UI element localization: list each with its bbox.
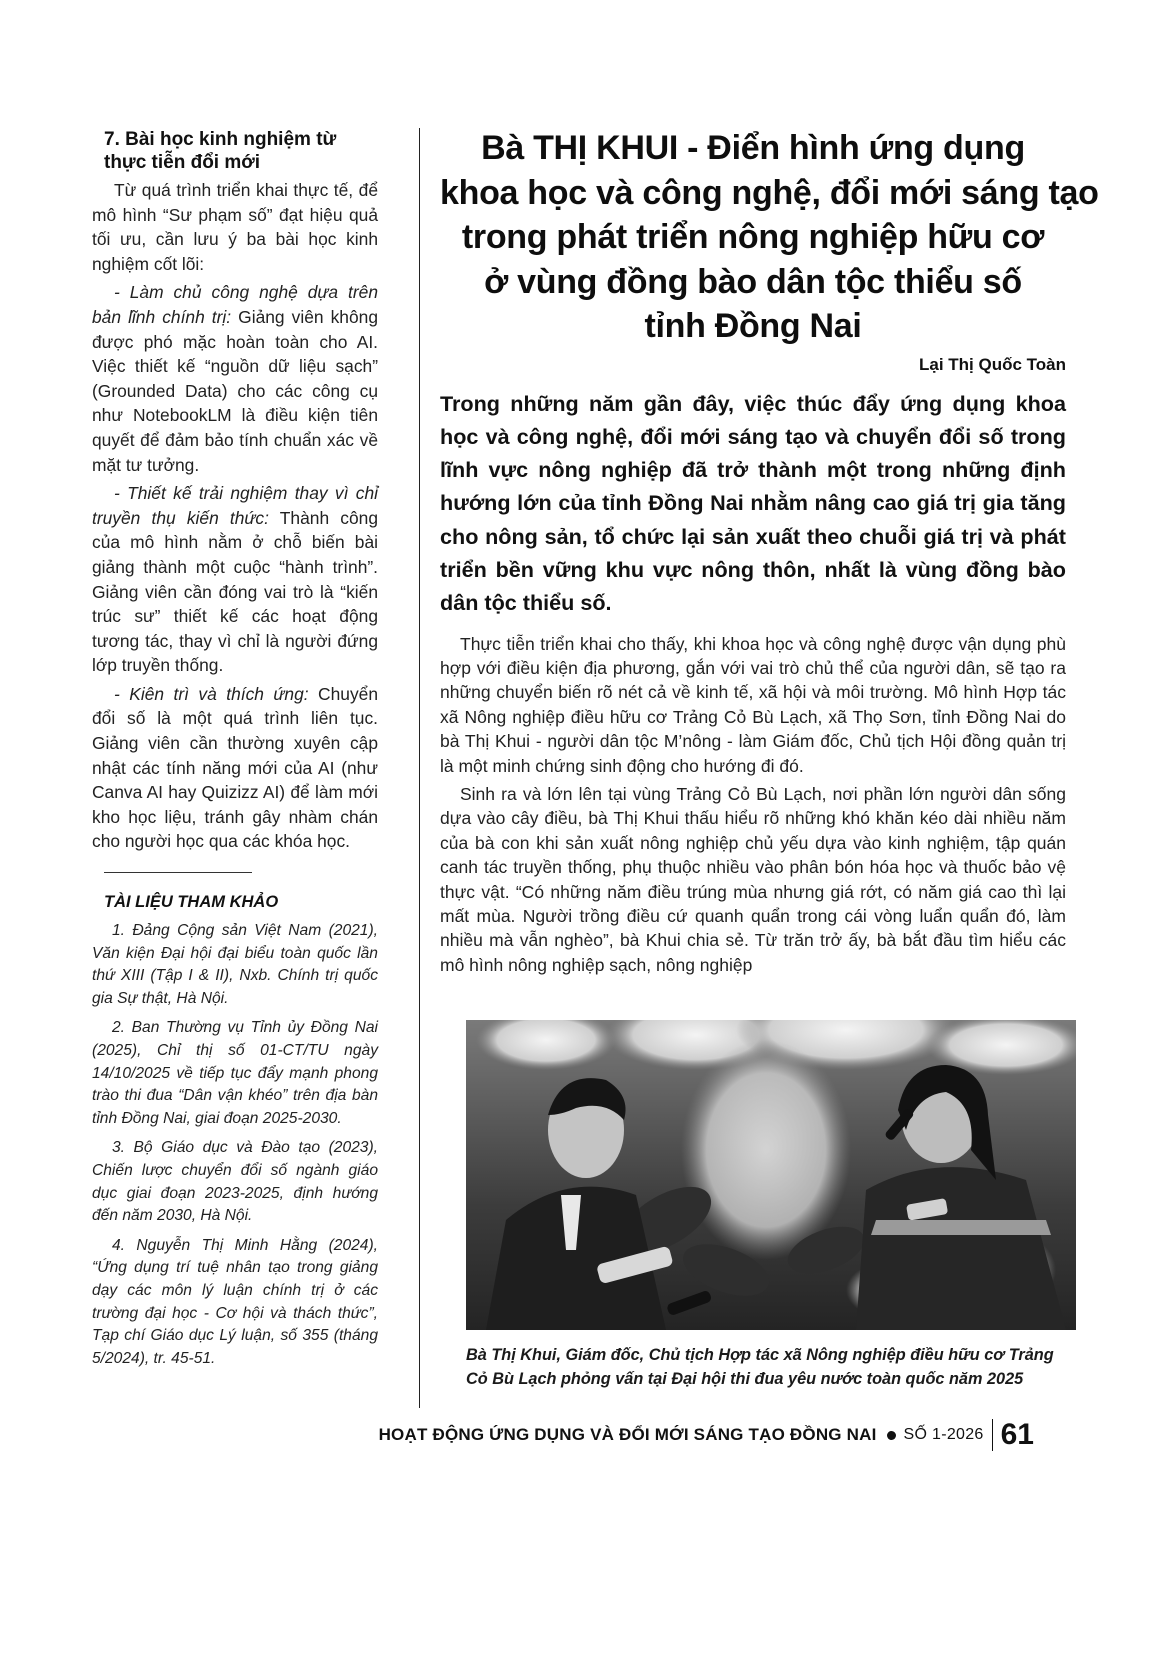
references-title: TÀI LIỆU THAM KHẢO (104, 893, 279, 912)
lesson-2-text: Thành công của mô hình nằm ở chỗ biến bài giảng thành một cuộc “hành trình”. Giảng viên cần đóng vai trò là “kiến trúc sư” thiết kế các hoạt động tương tác, thay vì chỉ là người đứng lớp truyền thống. (92, 507, 378, 676)
reference-item: 1. Đảng Cộng sản Việt Nam (2021), Văn kiện Đại hội đại biểu toàn quốc lần thứ XIII (Tập I & II), Nxb. Chính trị quốc gia Sự thật, Hà Nội. (92, 922, 378, 1007)
left-column (92, 128, 378, 1377)
headline-line: trong phát triển nông nghiệp hữu cơ (461, 218, 1045, 256)
page-footer (379, 1418, 1034, 1452)
reference-item: 3. Bộ Giáo dục và Đào tạo (2023), Chiến lược chuyển đổi số ngành giáo dục giai đoạn 2023-2025, định hướng đến năm 2030, Hà Nội. (92, 1139, 378, 1225)
headline-line: khoa học và công nghệ, đổi mới sáng tạo (440, 173, 1099, 212)
article-headline (440, 126, 1099, 349)
references-divider (104, 872, 252, 873)
page-number: 61 (1000, 1418, 1034, 1451)
article-column (440, 126, 1099, 977)
column-divider (419, 128, 420, 1408)
magazine-title: HOẠT ĐỘNG ỨNG DỤNG VÀ ĐỔI MỚI SÁNG TẠO ĐỒNG NAI (378, 1425, 877, 1444)
body-paragraph: Thực tiễn triển khai cho thấy, khi khoa học và công nghệ được vận dụng phù hợp với điều kiện địa phương, gắn với vai trò chủ thể của người dân, sẽ tạo ra những chuyển biến rõ nét cả về kinh tế, xã hội và môi trường. Mô hình Hợp tác xã Nông nghiệp điều hữu cơ Trảng Cỏ Bù Lạch, xã Thọ Sơn, tỉnh Đồng Nai do bà Thị Khui - người dân tộc M’nông - làm Giám đốc, Chủ tịch Hội đồng quản trị là một minh chứng sinh động cho hướng đi đó. (440, 633, 1066, 776)
headline-line: ở vùng đồng bào dân tộc thiểu số (484, 262, 1022, 301)
article-photo (466, 1020, 1076, 1330)
left-paragraph-4 (92, 682, 378, 854)
lesson-2-heading: - Thiết kế trải nghiệm thay vì chỉ truyền thụ kiến thức: (92, 483, 378, 528)
left-paragraph-3 (92, 481, 378, 678)
reference-item: 4. Nguyễn Thị Minh Hằng (2024), “Ứng dụng trí tuệ nhân tạo trong giảng dạy các môn lý luận chính trị ở các trường đại học - Cơ hội và thách thức”, Tạp chí Giáo dục Lý luận, số 355 (tháng 5/2024), tr. 45-51. (92, 1236, 378, 1367)
interview-photo (466, 1020, 1076, 1330)
issue-number: SỐ 1-2026 (903, 1426, 984, 1443)
headline-line: Bà THỊ KHUI - Điển hình ứng dụng (481, 129, 1025, 167)
article-lead: Trong những năm gần đây, việc thúc đẩy ứng dụng khoa học và công nghệ, đổi mới sáng tạo và chuyển đổi số trong lĩnh vực nông nghiệp đã trở thành một trong những định hướng lớn của tỉnh Đồng Nai nhằm nâng cao giá trị gia tăng cho nông sản, tổ chức lại sản xuất theo chuỗi giá trị và phát triển bền vững khu vực nông thôn, nhất là vùng đồng bào dân tộc thiểu số. (440, 390, 1066, 616)
lesson-1-text: Giảng viên không được phó mặc hoàn toàn cho AI. Việc thiết kế “nguồn dữ liệu sạch” (Grounded Data) cho các công cụ như NotebookLM là điều kiện tiên quyết để đảm bảo tính chuẩn xác về mặt tư tưởng. (92, 306, 378, 475)
body-paragraph: Sinh ra và lớn lên tại vùng Trảng Cỏ Bù Lạch, nơi phần lớn người dân sống dựa vào cây điều, bà Thị Khui thấu hiểu rõ những khó khăn kéo dài nhiều năm của bà con khi sản xuất nông nghiệp chủ yếu dựa vào kinh nghiệm, tập quán canh tác truyền thống, phụ thuộc nhiều vào phân bón hóa học và thuốc bảo vệ thực vật. “Có những năm điều trúng mùa nhưng giá rớt, có năm giá cao thì lại mất mùa. Người trồng điều cứ quanh quẩn trong cái vòng luẩn quẩn đó, làm nhiều mà vẫn nghèo”, bà Khui chia sẻ. Từ trăn trở ấy, bà bắt đầu tìm hiểu các mô hình nông nghiệp sạch, nông nghiệp (440, 784, 1066, 975)
section-title-line-1: 7. Bài học kinh nghiệm từ (104, 129, 337, 150)
reference-item: 2. Ban Thường vụ Tỉnh ủy Đồng Nai (2025), Chỉ thị số 01-CT/TU ngày 14/10/2025 về tiếp tục đẩy mạnh phong trào thi đua “Dân vận khéo” trên địa bàn tỉnh Đồng Nai, giai đoạn 2025-2030. (92, 1019, 378, 1127)
headline-line: tỉnh Đồng Nai (644, 307, 862, 345)
section-title (104, 128, 378, 174)
left-paragraph-2 (92, 280, 378, 477)
lesson-3-heading: - Kiên trì và thích ứng: (114, 683, 309, 704)
article-author: Lại Thị Quốc Toàn (918, 354, 1066, 374)
bullet-dot-icon (887, 1431, 896, 1440)
footer-separator (992, 1419, 993, 1451)
section-title-line-2: thực tiễn đổi mới (104, 152, 261, 173)
left-paragraph-1: Từ quá trình triển khai thực tế, để mô hình “Sư phạm số” đạt hiệu quả tối ưu, cần lưu ý ba bài học kinh nghiệm cốt lõi: (92, 180, 378, 274)
photo-caption: Bà Thị Khui, Giám đốc, Chủ tịch Hợp tác xã Nông nghiệp điều hữu cơ Trảng Cỏ Bù Lạch phỏng vấn tại Đại hội thi đua yêu nước toàn quốc năm 2025 (466, 1346, 1054, 1388)
lesson-1-heading: - Làm chủ công nghệ dựa trên bản lĩnh chính trị: (92, 282, 378, 327)
lesson-3-text: Chuyển đổi số là một quá trình liên tục. Giảng viên cần thường xuyên cập nhật các tính năng mới của AI (như Canva AI hay Quizizz AI) để làm mới kho học liệu, tránh gây nhàm chán cho người học qua các khóa học. (92, 683, 378, 852)
